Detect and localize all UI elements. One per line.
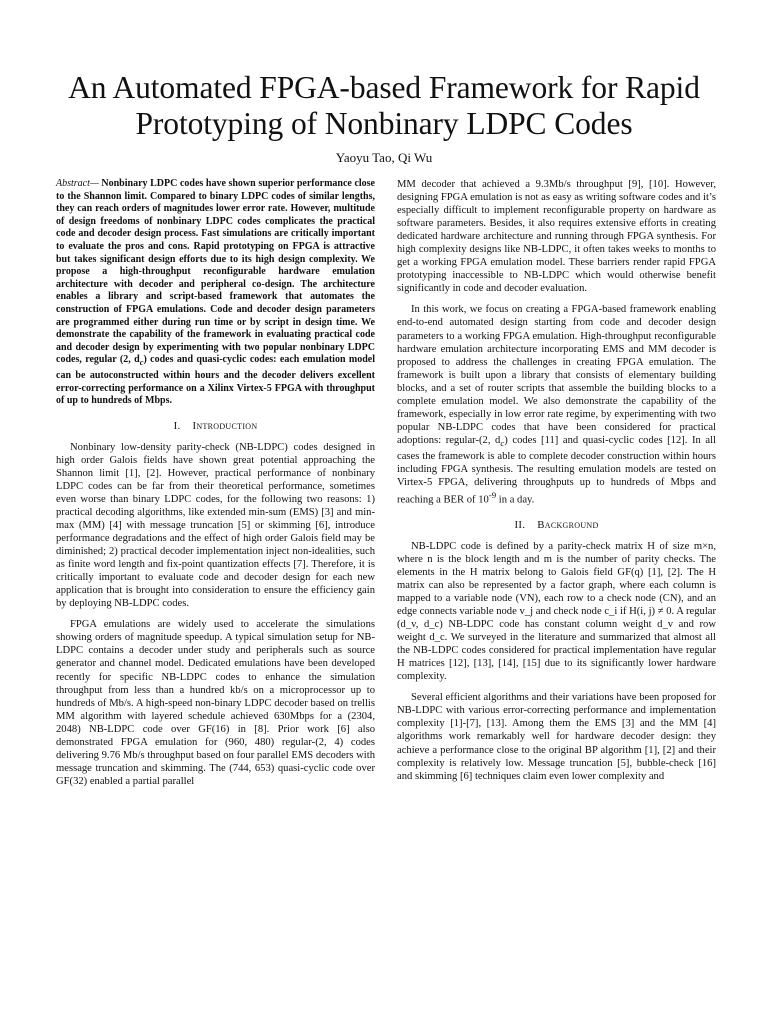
paragraph-intro-2: FPGA emulations are widely used to accelerate the simulations showing orders of magnitude speedup. A typical simulation setup for NB-LDPC contains a decoder under study and peripherals such as source generator and channel model. Dedicated emulations have been developed recently for specific NB-LDPC codes to enhance the simulation throughput from less than a hundred kb/s on a microprocessor up to hundreds of Mb/s. A high-speed non-binary LDPC decoder based on trellis MM algorithm with layered schedule achieved 630Mbps for a (2304, 2048) NB-LDPC code over GF(16) in [8]. Prior work [6] also demonstrated FPGA emulation for (960, 480) regular-(2, 4) codes delivering 9.76 Mb/s throughput based on four parallel EMS decoders with message truncation and skimming. The (744, 653) quasi-cyclic code over GF(32) enabled a partial parallel: [56, 619, 375, 787]
paragraph-intro-3: MM decoder that achieved a 9.3Mb/s throughput [9], [10]. However, designing FPGA emulation is not as easy as writing software codes and it’s especially difficult to implement reconfigurable property on hardware as software parameters. Besides, it also requires extensive efforts in creating dedicated hardware architecture and running through FPGA synthesis. For high complexity designs like NB-LDPC, it often takes weeks to months to get a working FPGA emulation model. These barriers render rapid FPGA prototyping inaccessible to NB-LDPC which would otherwise benefit significantly in code and decoder evaluation.: [397, 179, 716, 295]
title-line-2: Prototyping of Nonbinary LDPC Codes: [135, 106, 633, 141]
abstract-sub: c: [139, 358, 144, 368]
paragraph-intro-4-c: in a day.: [496, 494, 535, 506]
paper-title: [40, 70, 728, 142]
authors: Yaoyu Tao, Qi Wu: [335, 150, 433, 165]
section-1-number: I.: [173, 419, 181, 432]
paragraph-background-2: Several efficient algorithms and their variations have been proposed for NB-LDPC with various error-correcting performance and implementation complexity [1]-[7], [13]. Among them the EMS [3] and the MM [4] algorithms work remarkably well for hardware decoder design: they achieve a performance close to the original BP algorithm [1], [2] and their complexity is relatively low. Message truncation [5], bubble-check [16] and skimming [6] techniques claim even lower complexity and: [397, 692, 716, 782]
title-line-1: An Automated FPGA-based Framework for Rapid: [68, 70, 700, 105]
abstract-text: Nonbinary LDPC codes have shown superior performance close to the Shannon limit. Compared to binary LDPC codes of similar lengths, they can reach orders of magnitudes lower error rate. However, multitude of design freedoms of nonbinary LDPC codes complicates the practical code and decoder design process. Fast simulations are critically important to evaluate the pros and cons. Rapid prototyping on FPGA is attractive but takes significant design efforts due to its high design complexity. We propose a high-throughput reconfigurable hardware emulation architecture with decoder and peripheral co-design. The architecture enables a library and script-based framework that automates the construction of FPGA emulations. Code and decoder design parameters are programmed either during run time or by script in design time. We demonstrate the capability of the framework in evaluating practical code and decoder design by experimenting with two popular nonbinary LDPC codes, regular (2, d: [56, 178, 375, 366]
paragraph-intro-4-sub: c: [500, 438, 505, 448]
abstract: [56, 178, 375, 408]
section-heading-introduction: [56, 420, 375, 433]
right-column: [397, 178, 716, 791]
abstract-text-2: ) codes and quasi-cyclic codes: each emulation model can be autoconstructed within hours and the decoder delivers excellent error-correcting performance on a Xilinx Virtex-5 FPGA with throughput of up to hundreds of Mbps.: [56, 354, 376, 407]
paragraph-intro-4-a: In this work, we focus on creating a FPGA-based framework enabling end-to-end automated design starting from code and decoder design parameters to a working FPGA emulation. High-throughput reconfigurable hardware emulation architecture incorporating EMS and MM decoder is proposed to address the challenges in creating FPGA emulation. The framework is built upon a library that consists of elementary building blocks, and a set of router scripts that assemble the building blocks to a complete emulation model. We also demonstrate the capability of the framework, especially in low error rate regime, by experimenting with two popular NB-LDPC codes that have been considered for practical adoptions: regular-(2, d: [397, 304, 716, 446]
section-heading-background: [397, 519, 716, 532]
paragraph-background-1: NB-LDPC code is defined by a parity-check matrix H of size m×n, where n is the block length and m is the number of parity checks. The elements in the H matrix belong to Galois field GF(q) [1], [2]. The H matrix can also be represented by a factor graph, where each column is mapped to a variable node (VN), each row to a check node (CN), and an edge connects variable node v_j and check node c_i if H(i, j) ≠ 0. A regular (d_v, d_c) NB-LDPC code has constant column weight d_v and row weight d_c. We surveyed in the literature and summarized that almost all the NB-LDPC codes considered for practical implementation have regular H matrices [12], [13], [14], [15] due to its significantly lower hardware complexity.: [397, 540, 716, 683]
paragraph-intro-4: [397, 303, 716, 506]
left-column: [56, 178, 375, 796]
paragraph-intro-4-sup: -9: [488, 490, 497, 501]
section-2-number: II.: [514, 518, 526, 531]
section-2-title: Background: [537, 518, 599, 531]
section-1-title: Introduction: [192, 419, 258, 432]
paragraph-intro-1: Nonbinary low-density parity-check (NB-LDPC) codes designed in high order Galois fields have shown great potential approaching the Shannon limit [1], [2]. However, practical performance of nonbinary LDPC codes can be far from their theoretical performance, sometimes even worse than binary LDPC codes, for the following two reasons: 1) practical decoding algorithms, like extended min-sum (EMS) [3] and min-max (MM) [4] with message truncation [5] or skimming [6], introduce performance degradations and the effect of high order Galois field may be diminished; 2) practical decoder implementation inject non-idealities, such as finite word length and fix-point quantization effects [7]. Therefore, it is critically important to evaluate code and decoder design for each new application that is brought into consideration to ensure the efficiency gain by deploying NB-LDPC codes.: [56, 441, 375, 610]
abstract-label: Abstract—: [56, 178, 99, 189]
paragraph-intro-4-b: ) codes [11] and quasi-cyclic codes [12]. In all cases the framework is able to complete decoder construction within hours including FPGA synthesis. The resulting emulation models are tested on Virtex-5 FPGA, delivering throughputs up to hundreds of Mbps and reaching a BER of 10: [397, 434, 716, 506]
